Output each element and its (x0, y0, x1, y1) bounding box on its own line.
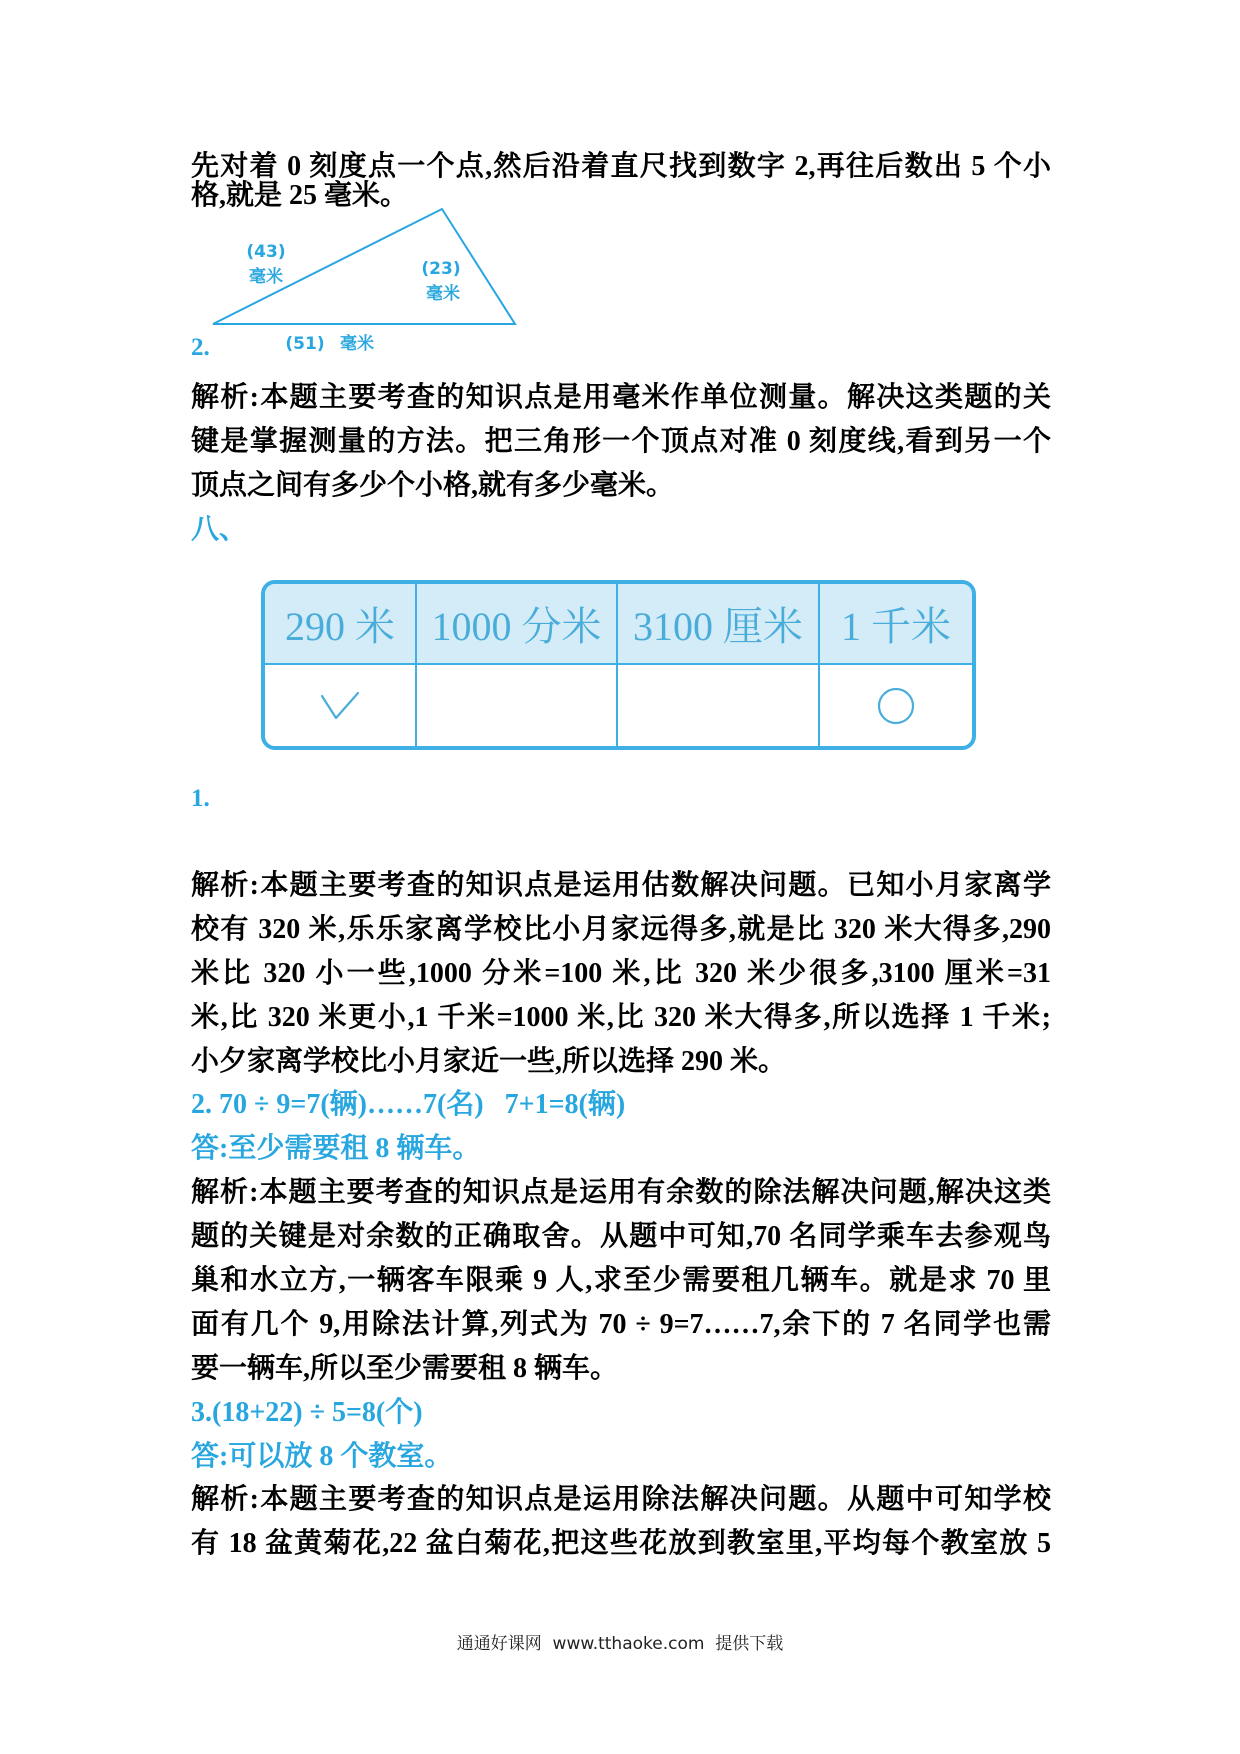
table-mark-cell (618, 665, 820, 746)
table-header-cell: 290 米 (265, 584, 417, 665)
table-mark-cell (417, 665, 618, 746)
distance-table (261, 580, 976, 750)
analysis-line: 解析:本题主要考查的知识点是运用有余数的除法解决问题,解决这类 (191, 1177, 1051, 1209)
check-icon (320, 691, 360, 721)
table-header-cell: 1 千米 (820, 584, 972, 665)
q8-2-formula: 2. 70 ÷ 9=7(辆)……7(名) 7+1=8(辆) (191, 1089, 626, 1121)
section-heading: 八、 (191, 513, 248, 545)
table-header-cell: 3100 厘米 (618, 584, 820, 665)
table-mark-cell (265, 665, 417, 746)
analysis-line: 巢和水立方,一辆客车限乘 9 人,求至少需要租几辆车。就是求 70 里 (191, 1265, 1051, 1297)
analysis-line: 键是掌握测量的方法。把三角形一个顶点对准 0 刻度线,看到另一个 (191, 425, 1051, 457)
triangle-figure (200, 195, 530, 360)
side-b-value-label: (23) (421, 259, 461, 279)
analysis-line: 米,比 320 米更小,1 千米=1000 米,比 320 米大得多,所以选择 1 千米; (191, 1001, 1051, 1033)
paragraph-line: 格,就是 25 毫米。 (191, 180, 409, 211)
page-footer: 通通好课网 www.tthaoke.com 提供下载 (456, 1634, 784, 1654)
analysis-line: 顶点之间有多少个小格,就有多少毫米。 (191, 469, 675, 501)
analysis-line: 题的关键是对余数的正确取舍。从题中可知,70 名同学乘车去参观鸟 (191, 1221, 1051, 1253)
circle-icon (876, 686, 916, 726)
q7-2-number: 2. (191, 334, 210, 361)
side-b-unit-label: 毫米 (426, 284, 460, 304)
q8-3-formula: 3.(18+22) ÷ 5=8(个) (191, 1396, 423, 1428)
q7-2-analysis (191, 376, 1051, 552)
analysis-line: 解析:本题主要考查的知识点是运用估数解决问题。已知小月家离学 (191, 870, 1051, 901)
analysis-line: 解析:本题主要考查的知识点是用毫米作单位测量。解决这类题的关 (191, 382, 1051, 413)
analysis-line: 要一辆车,所以至少需要租 8 辆车。 (191, 1352, 619, 1384)
table-header-cell: 1000 分米 (417, 584, 618, 665)
side-c-value-label: (51) (285, 334, 325, 354)
q8-1-number: 1. (191, 785, 210, 812)
analysis-line: 解析:本题主要考查的知识点是运用除法解决问题。从题中可知学校 (191, 1484, 1051, 1516)
analysis-line: 米比 320 小一些,1000 分米=100 米,比 320 米少很多,3100 厘米=31 (191, 957, 1051, 989)
side-a-unit-label: 毫米 (249, 267, 283, 287)
analysis-line: 校有 320 米,乐乐家离学校比小月家远得多,就是比 320 米大得多,290 (191, 913, 1051, 945)
side-a-value-label: (43) (246, 242, 286, 262)
side-c-unit-label: 毫米 (340, 334, 374, 354)
analysis-line: 有 18 盆黄菊花,22 盆白菊花,把这些花放到教室里,平均每个教室放 5 (191, 1528, 1051, 1560)
section-8-answers (191, 864, 1051, 1566)
q8-3-answer: 答:可以放 8 个教室。 (191, 1440, 453, 1472)
analysis-line: 面有几个 9,用除法计算,列式为 70 ÷ 9=7……7,余下的 7 名同学也需 (191, 1308, 1051, 1340)
q8-2-answer: 答:至少需要租 8 辆车。 (191, 1133, 481, 1165)
analysis-line: 小夕家离学校比小月家近一些,所以选择 290 米。 (191, 1045, 787, 1077)
table-mark-cell (820, 665, 972, 746)
paragraph-line: 先对着 0 刻度点一个点,然后沿着直尺找到数字 2,再往后数出 5 个小 (191, 151, 1051, 182)
